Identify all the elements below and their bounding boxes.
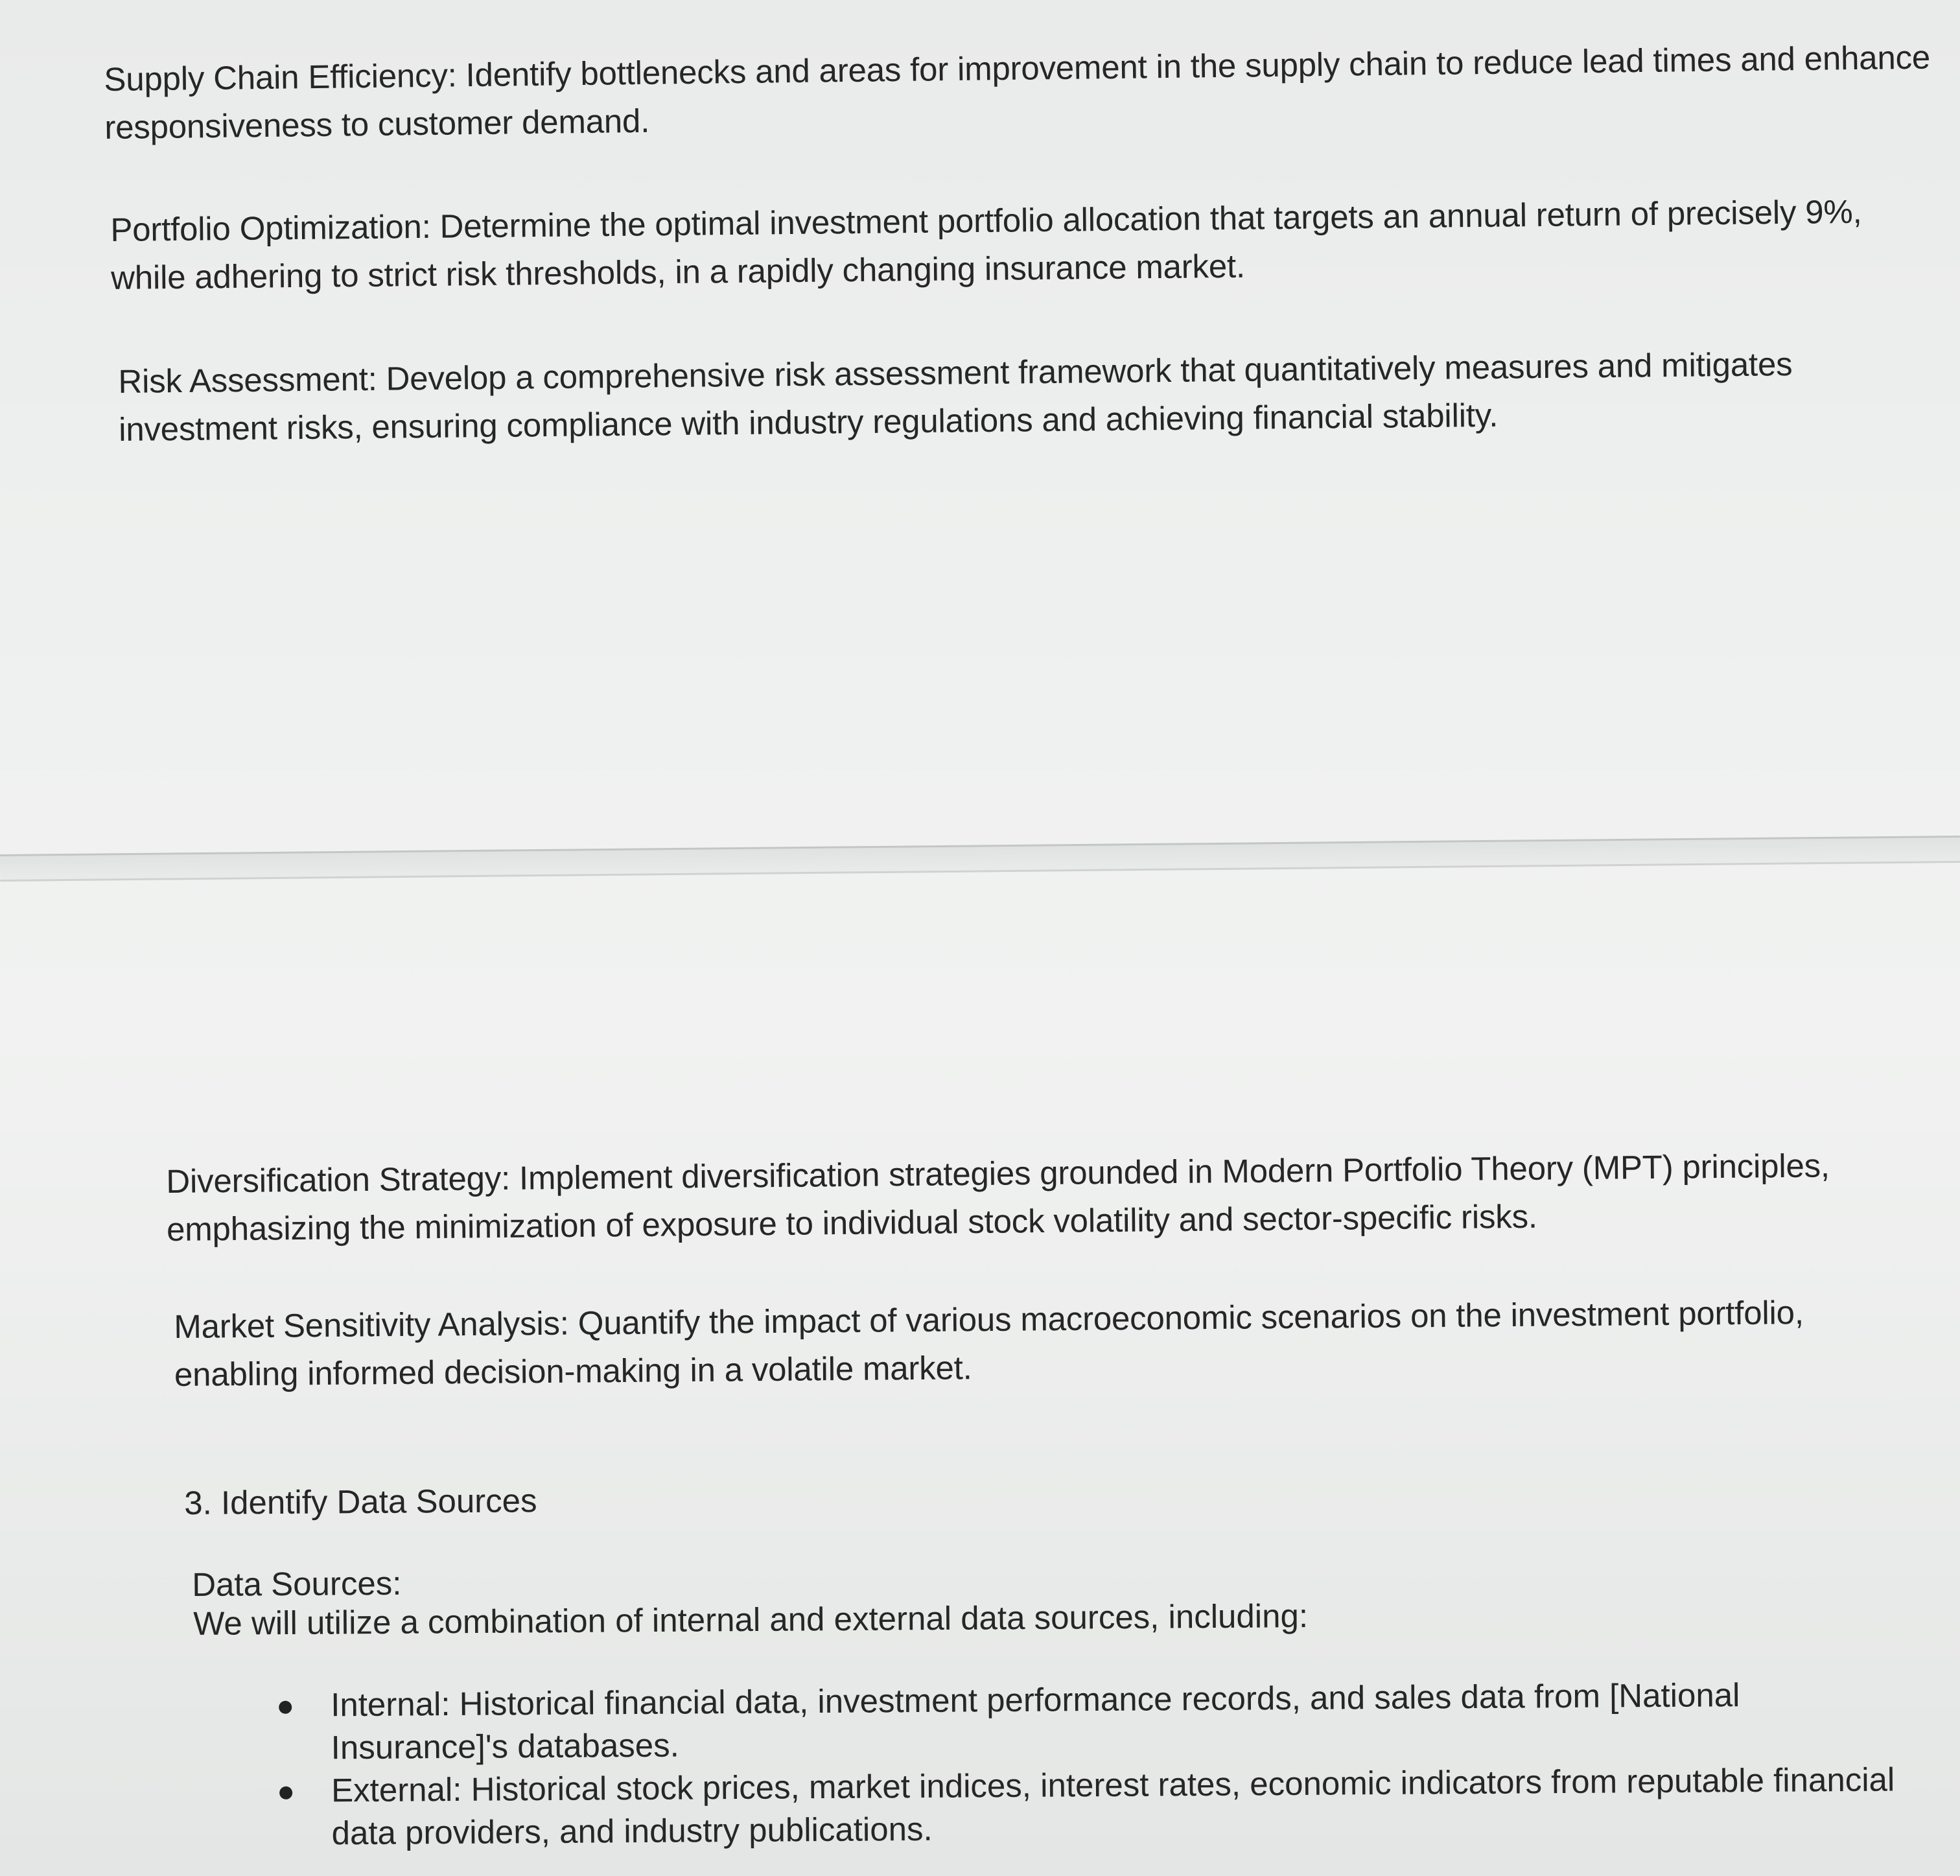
risk-assessment-paragraph: Risk Assessment: Develop a comprehensive risk assessment framework that quantitatively measures and mitigates investment risks, ensuring compliance with industry regulations and achieving financial stability. xyxy=(118,345,1793,448)
bullet-icon xyxy=(279,1787,292,1800)
bullet-text-internal: Internal: Historical financial data, investment performance records, and sales data from [National Insurance]'s databases. xyxy=(331,1676,1740,1766)
supply-chain-paragraph: Supply Chain Efficiency: Identify bottlenecks and areas for improvement in the supply chain to reduce lead times and enhance responsiveness to customer demand. xyxy=(104,38,1931,146)
data-sources-label: Data Sources: xyxy=(192,1564,402,1603)
data-sources-list xyxy=(266,1672,1900,1855)
bullet-icon xyxy=(279,1701,292,1714)
data-sources-intro: We will utilize a combination of internal and external data sources, including: xyxy=(193,1597,1309,1642)
bullet-text-external: External: Historical stock prices, market indices, interest rates, economic indicators from reputable financial data providers, and industry publications. xyxy=(331,1761,1895,1852)
page-divider xyxy=(0,836,1960,882)
market-sensitivity-paragraph: Market Sensitivity Analysis: Quantify the impact of various macroeconomic scenarios on the investment portfolio, enabling informed decision-making in a volatile market. xyxy=(174,1294,1804,1393)
portfolio-optimization-paragraph: Portfolio Optimization: Determine the optimal investment portfolio allocation that targets an annual return of precisely 9%, while adhering to strict risk thresholds, in a rapidly changing insurance market. xyxy=(110,193,1862,296)
diversification-paragraph: Diversification Strategy: Implement diversification strategies grounded in Modern Portfolio Theory (MPT) principles, emphasizing the minimization of exposure to individual stock volatility and sector-specific risks. xyxy=(166,1147,1830,1248)
section-heading: 3. Identify Data Sources xyxy=(184,1482,537,1521)
list-item xyxy=(266,1758,1900,1855)
list-item xyxy=(266,1672,1900,1770)
